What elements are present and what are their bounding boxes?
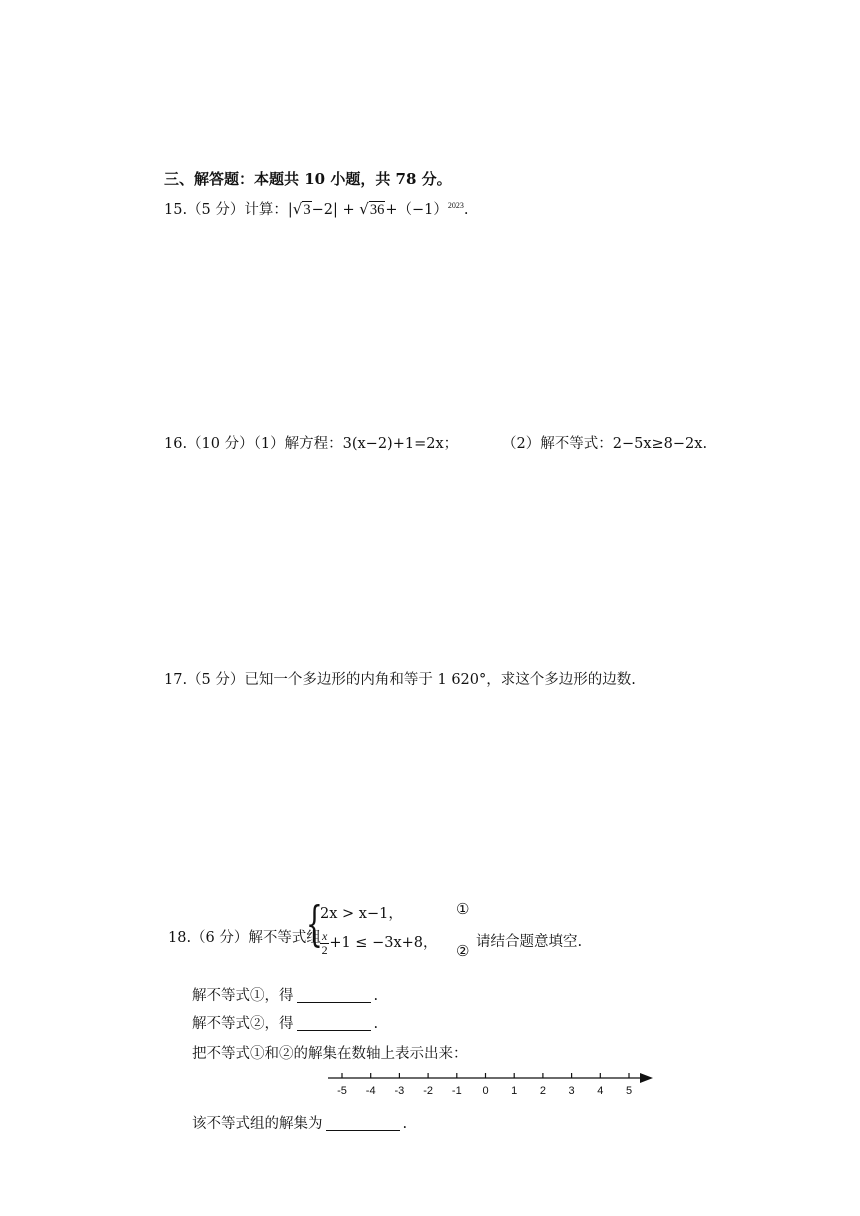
q15-expr-a: | — [287, 202, 293, 218]
marker-1: ① — [456, 900, 470, 918]
q16-inequality: 2−5x≥8−2x. — [612, 436, 708, 452]
question-18-suffix: 请结合题意填空. — [476, 934, 583, 950]
question-18-label: 18.（6 分）解不等式组 — [168, 930, 321, 946]
step-3: 把不等式①和②的解集在数轴上表示出来： — [192, 1046, 468, 1062]
q16-part2-label: （2）解不等式： — [502, 436, 613, 452]
question-15: 15.（5 分）计算：$|√3-2| + √36+(-1)^{2023}$. — [164, 200, 469, 218]
q15-exponent: 2023 — [447, 201, 464, 210]
question-15-label: 15.（5 分）计算： — [164, 202, 288, 218]
sqrt-3: √3 — [292, 200, 311, 218]
number-line — [320, 1066, 660, 1102]
system-line-2-rest: +1 ≤ −3x+8， — [329, 935, 438, 952]
number-line-tick-label: -4 — [365, 1085, 376, 1097]
fraction-x-over-2: $\frac{x}{2}$ — [321, 929, 328, 957]
question-16 — [164, 432, 458, 453]
system-line-2 — [320, 930, 438, 956]
system-line-1: 2x > x−1， — [320, 906, 403, 922]
step-1: 解不等式①，得 . — [192, 988, 379, 1004]
q16-equation: 3(x−2)+1=2x； — [342, 436, 459, 452]
number-line-tick-label: 0 — [482, 1085, 489, 1097]
q15-expr-b: −2| + — [311, 202, 360, 218]
number-line-tick-label: 2 — [539, 1085, 546, 1097]
answer-blank-2[interactable] — [297, 1016, 371, 1031]
number-line-tick-label: -1 — [451, 1085, 462, 1097]
question-16-label: 16.（10 分）（1）解方程： — [164, 436, 343, 452]
system-brace: { — [306, 896, 323, 952]
final-answer: 该不等式组的解集为 . — [192, 1116, 408, 1132]
marker-2: ② — [456, 942, 470, 960]
sqrt-36: √36 — [359, 200, 385, 218]
q15-expr-c: +（−1） — [385, 202, 448, 218]
step-2: 解不等式②，得 . — [192, 1016, 379, 1032]
number-line-arrow — [640, 1073, 653, 1083]
number-line-tick-label: 4 — [597, 1085, 604, 1097]
number-line-tick-label: -3 — [394, 1085, 405, 1097]
number-line-ticks — [337, 1073, 632, 1097]
number-line-tick-label: -5 — [337, 1085, 347, 1097]
question-17: 17.（5 分）已知一个多边形的内角和等于 1 620°，求这个多边形的边数. — [164, 672, 636, 688]
number-line-tick-label: -2 — [423, 1085, 433, 1097]
section-heading: 三、解答题：本题共 10 小题，共 78 分。 — [164, 170, 452, 188]
number-line-tick-label: 5 — [625, 1085, 633, 1097]
answer-blank-3[interactable] — [326, 1116, 400, 1131]
number-line-tick-label: 1 — [511, 1085, 518, 1097]
question-16-part-2 — [502, 432, 707, 453]
number-line-tick-label: 3 — [568, 1085, 575, 1097]
answer-blank-1[interactable] — [297, 988, 371, 1003]
